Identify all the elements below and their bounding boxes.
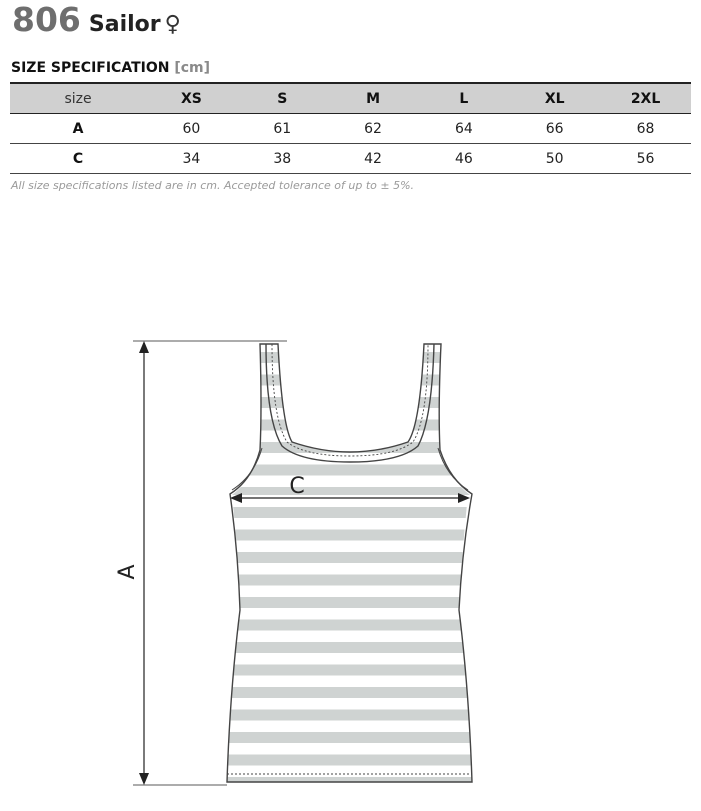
size-spec-unit: [cm]	[174, 60, 211, 76]
dimension-c-label: C	[289, 474, 305, 499]
stripe	[220, 665, 480, 676]
product-name: Sailor	[88, 12, 161, 37]
row-label-c: C	[72, 150, 84, 167]
strap-stripes	[230, 340, 480, 500]
table-cell: 62	[364, 120, 382, 137]
stripe	[220, 597, 480, 608]
stripe	[220, 552, 480, 563]
stripe	[220, 687, 480, 698]
stripe	[220, 575, 480, 586]
female-icon: ♀	[164, 12, 181, 37]
body-stripes	[220, 495, 480, 788]
size-table-header-row	[10, 83, 691, 114]
table-cell: 56	[636, 150, 655, 167]
table-cell: 50	[545, 150, 564, 167]
dimension-a-label: A	[115, 564, 140, 580]
stripe	[220, 732, 480, 743]
stripe	[220, 620, 480, 631]
stripe	[220, 507, 480, 518]
size-spec-title	[11, 60, 210, 76]
table-cell: 68	[636, 120, 655, 137]
table-cell: 60	[182, 120, 201, 137]
tolerance-note: All size specifications listed are in cm. Accepted tolerance of up to ± 5%.	[11, 179, 415, 192]
product-code: 806	[12, 0, 81, 39]
product-header	[12, 0, 181, 40]
stripe	[230, 465, 480, 476]
table-cell: 34	[182, 150, 201, 167]
size-header-2xl: 2XL	[630, 90, 661, 107]
stripe	[220, 755, 480, 766]
size-header-m: M	[366, 90, 381, 107]
size-header-xl: XL	[544, 90, 565, 107]
size-header-s: S	[277, 90, 288, 107]
stripe	[220, 710, 480, 721]
table-cell: 46	[454, 150, 473, 167]
stripe	[220, 530, 480, 541]
stripe	[230, 397, 480, 408]
table-row-c	[10, 144, 691, 174]
size-header-xs: XS	[180, 90, 202, 107]
row-label-a: A	[72, 120, 84, 137]
stripe	[220, 642, 480, 653]
size-column-header: size	[64, 90, 92, 107]
tank-top-diagram	[0, 320, 701, 811]
size-table	[10, 82, 691, 174]
table-cell: 38	[273, 150, 292, 167]
stripe	[230, 352, 480, 363]
table-cell: 64	[454, 120, 473, 137]
stripe	[230, 420, 480, 431]
size-spec-title-text: SIZE SPECIFICATION	[11, 60, 170, 76]
table-cell: 61	[273, 120, 292, 137]
table-row-a	[10, 114, 691, 144]
table-cell: 42	[364, 150, 382, 167]
size-header-l: L	[459, 90, 469, 107]
table-cell: 66	[545, 120, 564, 137]
